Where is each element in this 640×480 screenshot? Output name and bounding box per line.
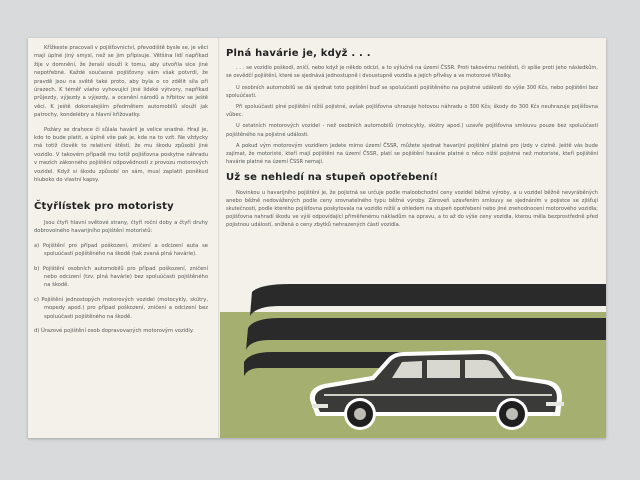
right-paragraph: U osobních automobilů se dá sjednat toto pojištění buď se spoluúčastí pojištěného na pojistné události do výše 300 Kčs, nebo pojištění bez spoluúčasti. <box>226 84 598 99</box>
right-paragraph: U ostatních motorových vozidel - než osobních automobilů (motocykly, skútry apod.) uzavře pojišťovna smlouvu pouze bez spoluúčasti pojištěného na pojistné události. <box>226 123 598 138</box>
section-title-plna-havarie: Plná havárie je, když . . . <box>226 48 371 59</box>
car-window-middle <box>427 360 460 378</box>
right-paragraph: . . . se vozidlo poškodí, zničí, nebo když je někdo odcizí, a to výlučně na území ČSSR. Proti takovému neštěstí, či spíše proti jeho následkům, se osvědčí pojištění, které se sjednává jednostupně i dvoustupně vozidla a jejich přívěsy a ve motorové tříkolky. <box>226 65 598 80</box>
stripe-top <box>250 284 606 316</box>
car-rear-bumper <box>312 404 328 408</box>
section-title-opotrebeni: Už se nehledí na stupeň opotřebení! <box>226 172 439 184</box>
list-item: c) Pojištění jednostopých motorových vozidel (motocykly, skútry, mopedy apod.) pro případ poškození, zničení a odcizení bez spoluúčasti pojištěného na škodě. <box>34 296 208 320</box>
car-illustration <box>220 250 606 438</box>
insurance-list <box>34 242 208 336</box>
left-paragraph-2: Požáry se drahoce či sůlala havárií je velice snadné. Hrají je, kdo to bude platit, a úplně vše pak je, kde na to vzít. Ne vždycky má totiž člověk to relativní štěstí, že mu škodu způsobí jiné vozidlo. V takovém případě mu totiž pojišťovna poskytne náhradu v mezích zákonného pojištění odpovědnosti z provozu motorových vozidel. Když si škodu způsobí on sám, musí zaplatit poněkud hluboko do vlastní kapsy. <box>34 126 208 184</box>
car-front-bumper <box>546 402 564 406</box>
car-chrome-strip <box>324 394 552 396</box>
right-paragraph: Novinkou u havarijního pojištění je, že pojistná se určuje podle maloobchodní ceny vozidel běžné výroby, a u vozidel běžně nevyráběných anebo běžně nedovážených podle ceny srovnatelného typu běžné výroby. Zároveň uzavřením smlouvy se sjednáním v pojistce se zjišťují skutečnosti, podle kterého pojišťovna poskytovala na vozidlo nižší a ohledem na stupeň opotřebení nebo jiné znehodnocení motorového vozidla; pojišťovna nahradí škodu ve výši odpovídající přiměřenému nákladům na opravu, a to až do výše ceny vozidla, kterou měla bezprostředně před pojistnou událostí, snížená o ceny zbytků nehrazených částí vozidla. <box>226 189 598 229</box>
list-item: b) Pojištění osobních automobilů pro případ poškození, zničení nebo odcizení (tzv. plná havárie) bez spoluúčasti pojištěného na škodě. <box>34 265 208 289</box>
list-item: d) Úrazové pojištění osob dopravovaných motorovým vozidly. <box>34 327 194 334</box>
left-intro: Jsou čtyři hlavní světové strany, čtyři roční doby a čtyři druhy dobrovolného havarijního pojištění motoristů: <box>34 219 208 235</box>
section-title-ctyrlistek: Čtyřlístek pro motoristy <box>34 200 174 212</box>
right-paragraph: Při spoluúčasti plné pojištění nižší pojistné, avšak pojišťovna uhrazuje hotovou náhradu o 300 Kčs; škody do 300 Kčs neuhrazuje pojišťovna vůbec. <box>226 104 598 119</box>
right-column <box>226 46 598 233</box>
left-paragraph-1: Křížkeste pracovali v pojišťovnictví, převodiště bysle se, je věci mají úplné jiný smysl, než se jim připisuje. Většina lidí napříkad žije v domnění, že žeraši slouží k tomu, aby utvořila sice jiné nepotřebné. Každé současné pojišťovny vám však potvrdí, že pravdě jsou na světě také proto, aby byla o co zdělit síla při úrazech. K téměř všeho vyhovující jiné lidské výtvory, napříkad průjezdy, výjezdy a výjezdy, a ocenění národů a hřbitov se ještě věci. K ještě dokonalejším předmětem automobilů slouží jak patrochy, kondelébry a hlavní křižovatky. <box>34 45 208 119</box>
leaflet-page <box>28 38 606 438</box>
list-item: a) Pojištění pro případ poškození, zničení a odcizení auta se spoluúčastí pojištěného na škodě (tak zvaná plná havárie). <box>34 242 208 258</box>
right-paragraph: A pokud vým motorovým vozidlem jedete mimo území ČSSR, můžete sjednat havarijní pojištění platné pro jízdy v cizině. Ještě vás bude zajímat, že motoristé, kteří mají pojištěni na území ČSSR, platí se pojištění havárie platné o něco nižší pojistné než motoristé, kteří pojištění havárie platné na území ČSSR nemají. <box>226 142 598 166</box>
left-column <box>34 44 208 341</box>
